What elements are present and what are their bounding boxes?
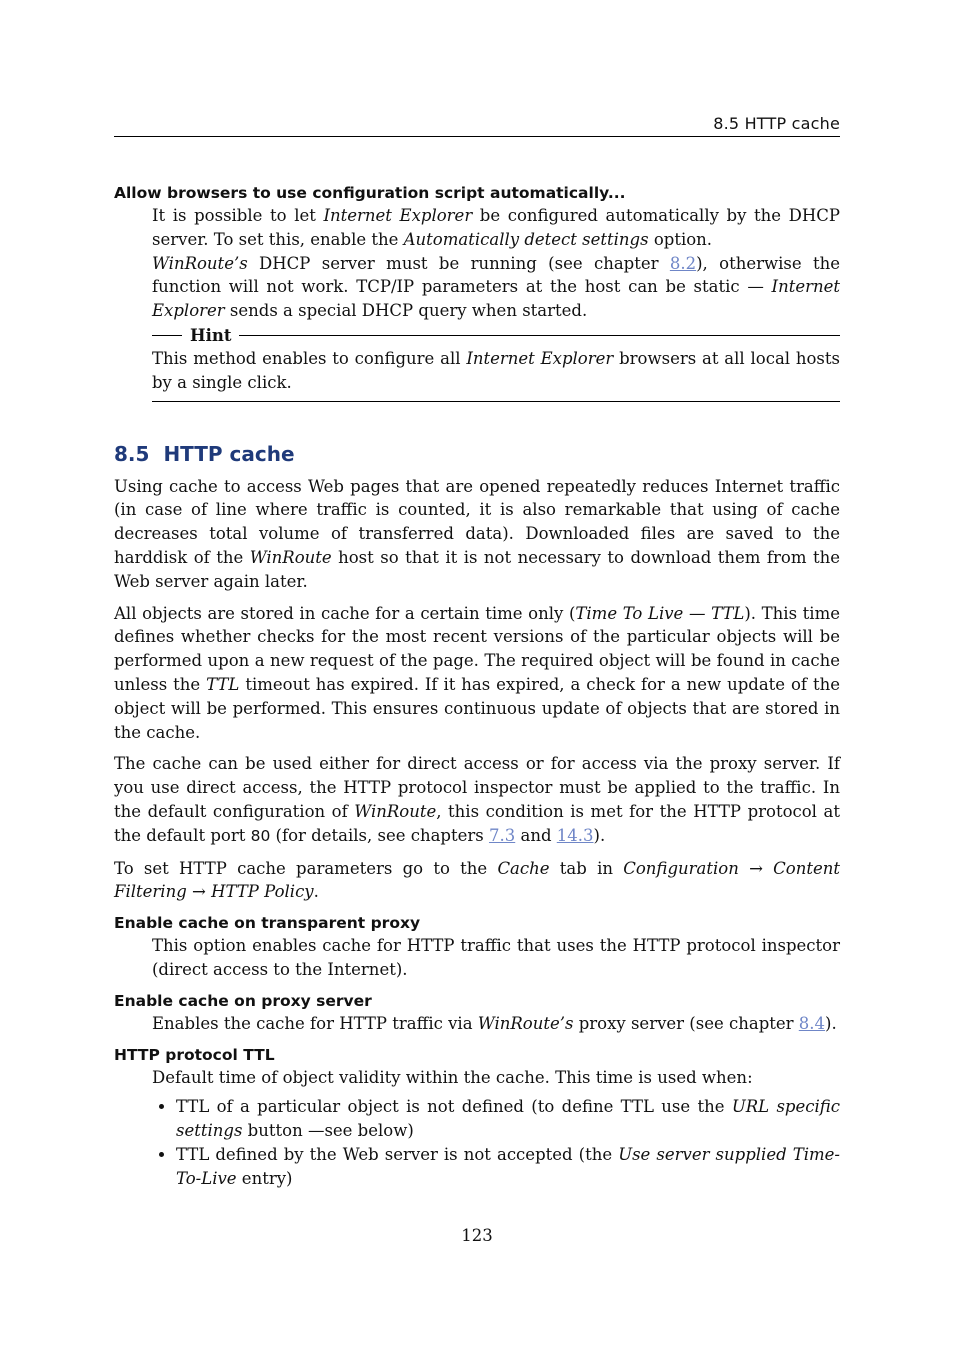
text: button —see below): [242, 1121, 414, 1141]
hint-rule-left: [152, 335, 182, 336]
hint-bottom-rule: [152, 401, 840, 402]
running-header: 8.5 HTTP cache: [713, 114, 840, 133]
text: timeout has expired. If it has expired, a check for a new update of the object will be performed. This ensures continuous update of objects that are stored in the cache.: [114, 674, 840, 742]
text-italic: TTL: [206, 674, 240, 694]
text: tab in: [549, 858, 624, 878]
option-term-proxy-server: Enable cache on proxy server: [114, 991, 372, 1010]
text: host so that it is not necessary to download them from the Web server again later.: [114, 547, 840, 591]
hint-label: Hint: [190, 326, 232, 346]
hint-header: [152, 325, 840, 347]
text: be configured automatically by the DHCP server. To set this, enable the: [152, 206, 840, 249]
text-italic: URL specific settings: [176, 1097, 841, 1141]
text: and: [515, 825, 557, 845]
page-number: 123: [461, 1226, 493, 1245]
text: The cache can be used either for direct access or for access via the proxy server. If you use direct access, the HTTP protocol inspector must be applied to the traffic. In the default configuration of: [114, 754, 840, 821]
text: TTL of a particular object is not defined (to define TTL use the: [176, 1097, 732, 1117]
option-description: [152, 1012, 840, 1036]
option-term-transparent-proxy: Enable cache on transparent proxy: [114, 914, 421, 933]
paragraph: [152, 1012, 840, 1036]
text: entry): [236, 1168, 293, 1188]
text-italic: WinRoute’s: [477, 1013, 574, 1033]
text-italic: Internet Explorer: [323, 206, 473, 225]
section-heading: [114, 442, 840, 466]
port-number: 80: [250, 826, 271, 845]
text-italic: Content Filtering: [114, 858, 841, 902]
option-description: [152, 1066, 840, 1090]
text: sends a special DHCP query when started.: [224, 301, 588, 321]
arrow: →: [738, 858, 774, 878]
bullet-list: [114, 1095, 840, 1190]
chapter-link-8-2[interactable]: 8.2: [669, 253, 697, 273]
option-description: [152, 204, 840, 402]
text-italic: HTTP Policy: [211, 882, 314, 902]
text: (for details, see chapters: [270, 825, 489, 845]
text: proxy server (see chapter: [573, 1013, 799, 1033]
text: Using cache to access Web pages that are opened repeatedly reduces Internet traffic (in case of line where traffic is counted, it is also remarkable that using of cache decreases total volume of transferred data). Downloaded files are saved to the harddisk of the: [114, 476, 840, 567]
paragraph: [114, 602, 840, 745]
header-rule: [114, 136, 840, 137]
text-italic: WinRoute’s: [152, 253, 248, 273]
paragraph: [152, 252, 840, 323]
text: DHCP server must be running (see chapter: [247, 253, 670, 273]
option-term-config-script: Allow browsers to use configuration script automatically...: [114, 184, 626, 202]
chapter-link-8-4[interactable]: 8.4: [798, 1013, 826, 1033]
option-description: [152, 934, 840, 982]
option-term-http-ttl: HTTP protocol TTL: [114, 1045, 275, 1064]
text: option.: [648, 229, 713, 249]
text: , this condition is met for the HTTP protocol at the default port: [114, 801, 840, 845]
text: .: [313, 882, 319, 902]
text-italic: Internet Explorer: [466, 348, 614, 368]
section-number: 8.5: [114, 441, 150, 466]
text: browsers at all local hosts by a single click.: [152, 348, 841, 392]
arrow: →: [186, 882, 212, 902]
chapter-link-7-3[interactable]: 7.3: [488, 825, 516, 845]
page-content: [114, 182, 840, 1191]
text-italic: Use server supplied Time-To-Live: [176, 1144, 840, 1188]
list-item: [176, 1143, 840, 1191]
hint-text: [152, 347, 840, 395]
text: This method enables to configure all: [152, 348, 467, 368]
paragraph: This option enables cache for HTTP traffic that uses the HTTP protocol inspector (direct access to the Internet).: [152, 936, 840, 979]
text-italic: WinRoute: [249, 547, 332, 567]
text: To set HTTP cache parameters go to the: [114, 858, 498, 878]
section-title: HTTP cache: [163, 441, 295, 466]
paragraph: Default time of object validity within the cache. This time is used when:: [152, 1067, 753, 1087]
text: It is possible to let: [152, 206, 324, 225]
paragraph: [114, 857, 840, 905]
paragraph: [152, 204, 840, 252]
text-italic: Configuration: [623, 858, 739, 878]
text: ).: [825, 1013, 837, 1033]
text-italic: Internet Explorer: [152, 277, 840, 321]
paragraph: [114, 475, 840, 594]
text: TTL defined by the Web server is not accepted (the: [176, 1144, 619, 1164]
text-italic: Automatically detect settings: [403, 229, 649, 249]
text: ), otherwise the function will not work. TCP/IP parameters at the host can be static —: [152, 253, 840, 297]
text: All objects are stored in cache for a certain time only (: [114, 603, 576, 623]
chapter-link-14-3[interactable]: 14.3: [556, 825, 594, 845]
text-italic: WinRoute: [354, 801, 437, 821]
text: Enables the cache for HTTP traffic via: [152, 1013, 478, 1033]
text-italic: Cache: [497, 858, 550, 878]
list-item: [176, 1095, 840, 1143]
text-italic: Time To Live — TTL: [575, 603, 745, 623]
text: ).: [593, 825, 606, 845]
text: ). This time defines whether checks for the most recent versions of the particular objects will be performed upon a new request of the page. The required object will be found in cache unless the: [114, 603, 840, 694]
hint-rule-right: [239, 335, 840, 336]
paragraph: [114, 752, 840, 848]
